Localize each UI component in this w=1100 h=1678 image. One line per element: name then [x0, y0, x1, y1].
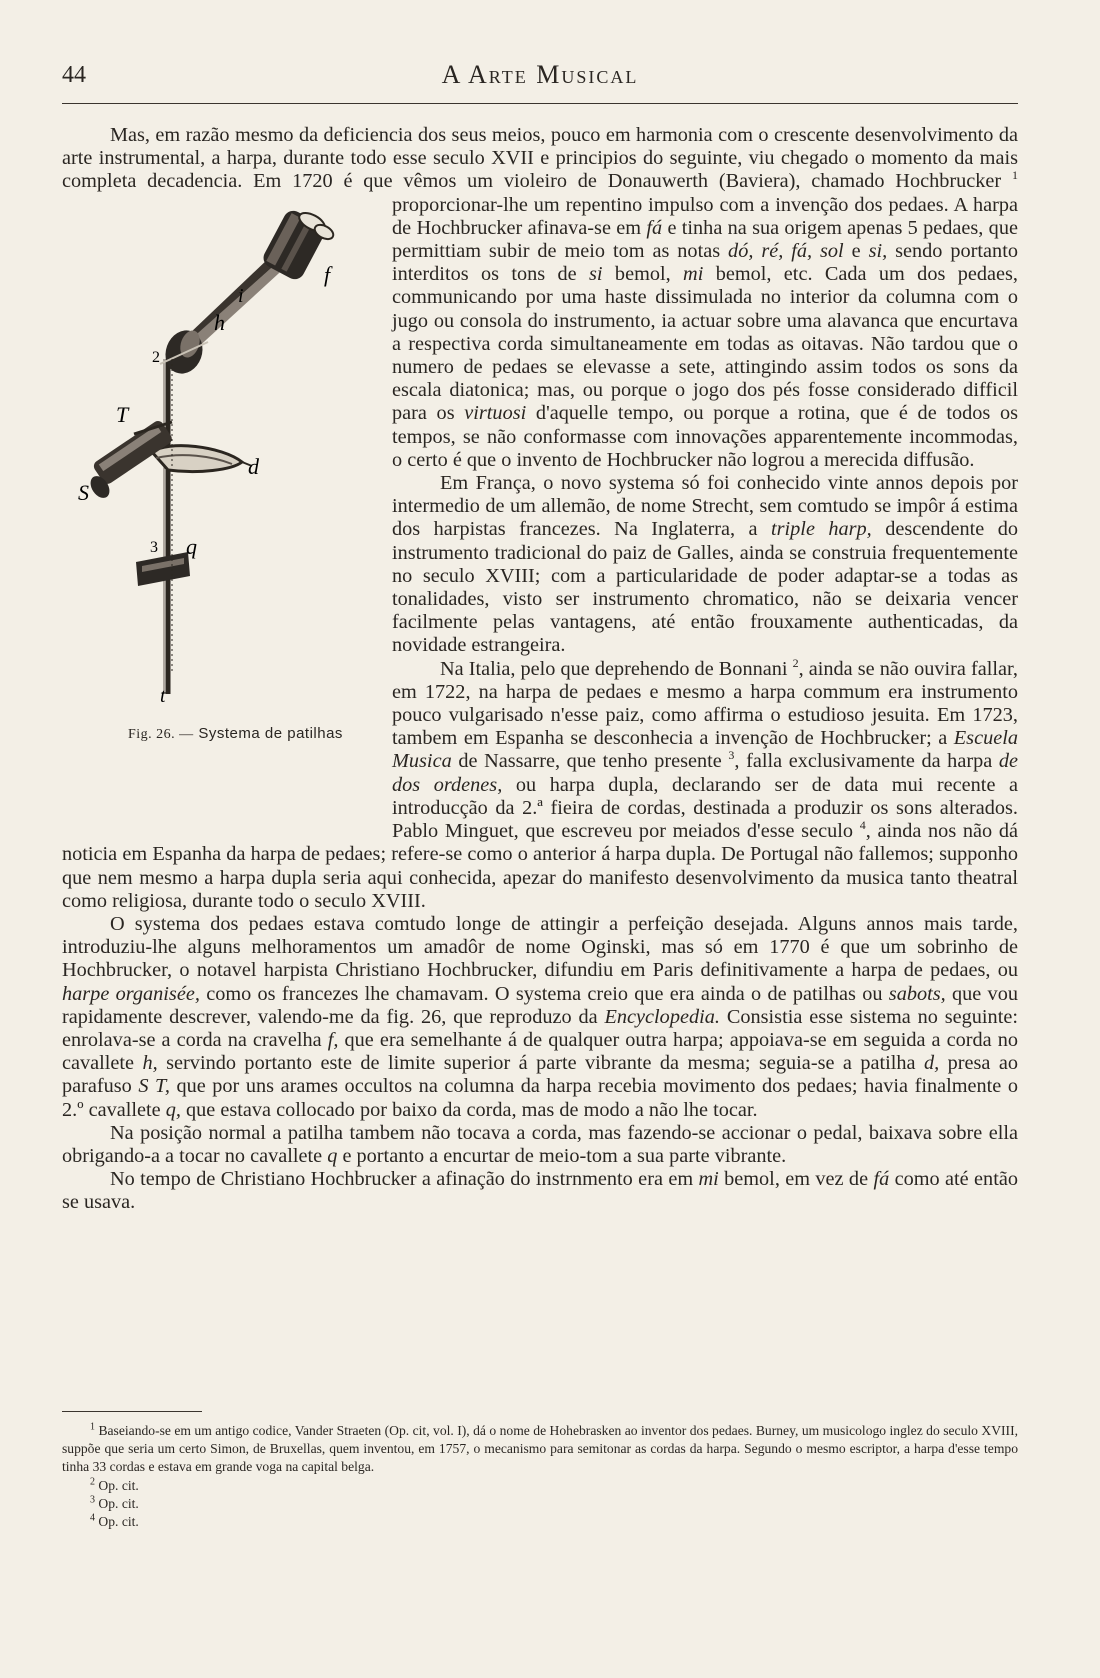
p4-text-e: que era semelhante á de qualquer outra harpa; appoiava-se em seguida a corda no cavallete [62, 1028, 1019, 1075]
p4-sabots: sabots, [888, 982, 946, 1005]
p5-text-a: Na posição normal a patilha tambem não tocava a corda, mas fazendo-se accionar o pedal, baixava sobre ella obrigando-a a tocar no cavallete [62, 1121, 1018, 1167]
label-3: 3 [150, 538, 158, 556]
figure-caption [80, 722, 343, 746]
p3-text-d: , falla exclusivamente da harpa [734, 750, 993, 773]
p4-text-i: que estava collocado por baixo da corda, mas de modo a não lhe tocar. [186, 1098, 758, 1121]
lower-bridge-q [136, 548, 190, 586]
p4-text-d: Consistia esse sistema no seguinte: enrolava-se a corda na cravelha [62, 1005, 1018, 1051]
footnote-ref-1: 1 [1012, 168, 1018, 183]
p4-text-g: presa ao parafuso [62, 1052, 1018, 1098]
label-T: T [116, 401, 129, 427]
footnote-ref-4: 4 [859, 818, 866, 833]
p1-fa: fá [646, 216, 663, 239]
p6-mi: mi [698, 1168, 719, 1191]
p4-text-c: que vou rapidamente descrever, valendo-me da fig. 26, que reproduzo da [62, 982, 1018, 1028]
p3-text-f: , ainda nos não dá noticia em Espanha da harpa de pedaes; refere-se como o anterior á harpa dupla. De Portugal não fallemos; supponho que nem mesmo a harpa dupla seria aqui conhecida, apezar do manifesto desenvolvimento da musica tanto theatral como religiosa, durante todo o seculo XVIII. [62, 820, 1018, 912]
label-h: h [214, 309, 225, 335]
p4-st: S T, [138, 1075, 170, 1098]
footnote-4: $^4$ Op. cit. [90, 1512, 139, 1530]
p6-text-a: No tempo de Christiano Hochbrucker a afinação do instrnmento era em [110, 1168, 694, 1191]
p4-encyclopedia: Encyclopedia. [604, 1005, 720, 1028]
p4-d: d, [923, 1052, 940, 1075]
page-number: 44 [62, 62, 86, 88]
p1-text-b: proporcionar-lhe um repentino impulso com a invenção dos pedaes. A harpa de Hochbrucker afinava-se em [392, 193, 1018, 239]
label-f: f [324, 261, 331, 287]
pedal-mechanism-illustration [72, 204, 362, 714]
label-i: i [238, 284, 244, 307]
footnotes [62, 1422, 1018, 1531]
p2-text-a: Em França, o novo systema só foi conhecido vinte annos depois por intermedio de um allemão, de nome Strecht, sem comtudo se impôr á estima dos harpistas francezes. Na Inglaterra, a [392, 472, 1018, 541]
paragraph-4 [62, 913, 1018, 1122]
p1-text-d: sendo portanto interditos os tons de [392, 240, 1018, 286]
p1-si2: si [589, 263, 603, 286]
p6-text-b: bemol, em vez de [724, 1168, 869, 1191]
p1-notes: dó, ré, fá, sol [728, 240, 844, 263]
p1-text-f: bemol, etc. Cada um dos pedaes, communicando por uma haste dissimulada no interior da columna com o jugo ou consola do instrumento, ia actuar sobre uma alavanca que encurtava a respectiva corda simultaneamente em todas as oitavas. Não tardou que o numero de pedaes se elevasse a sete, attingindo assim todos os sons da escala diatonica; mas, ou porque o jogo dos pés fosse considerado difficil para os [392, 263, 1018, 425]
p1-text-g: d'aquelle tempo, ou porque a rotina, que é de todos os tempos, se não conformasse com innovações apparentemente incommodas, o certo é que o invento de Hochbrucker não logrou a merecida diffusão. [392, 402, 1018, 471]
p3-text-b: , ainda se não ouvira fallar, em 1722, na harpa de pedaes e mesmo a harpa commum era instrumento pouco vulgarisado n'esse paiz, como affirma o estudioso jesuita. Em 1723, tambem em Espanha se desconhecia a invenção de Hochbrucker; a [392, 657, 1018, 750]
p1-text-c: e tinha na sua origem apenas 5 pedaes, que permittiam subir de meio tom as notas [392, 216, 1018, 263]
p3-text-a: Na Italia, pelo que deprehendo de Bonnani [440, 657, 788, 680]
p1-text-a: Mas, em razão mesmo da deficiencia dos seus meios, pouco em harmonia com o crescente desenvolvimento da arte instrumental, a harpa, durante todo esse seculo XVII e principios do seguinte, viu chegado o momento da mais completa decadencia. Em 1720 é que vêmos um violeiro de Donauwerth (Baviera), chamado Hochbrucker [62, 124, 1018, 193]
p5-text-b: e portanto a encurtar de meio-tom a sua parte vibrante. [342, 1144, 787, 1167]
body-text [62, 124, 1018, 1215]
p1-e2: bemol, [614, 263, 671, 286]
caption-prefix: Fig. 26. — [128, 726, 194, 742]
label-t: t [160, 684, 166, 707]
footnote-ref-3: 3 [728, 748, 735, 763]
p6-text-c: como até então se usava. [62, 1168, 1018, 1214]
footnote-ref-2: 2 [792, 655, 799, 670]
footnote-rule [62, 1411, 202, 1412]
p1-e1: e [851, 240, 861, 263]
label-d: d [248, 453, 259, 479]
p4-text-b: como os francezes lhe chamavam. O systema creio que era ainda o de patilhas ou [206, 982, 883, 1005]
caption-text: Systema de patilhas [198, 724, 343, 742]
p1-si1: si, [868, 240, 888, 263]
p5-q: q [327, 1144, 338, 1167]
running-title: A Arte Musical [441, 60, 639, 89]
footnote-1: $^1$ Baseiando-se em um antigo codice, Vander Straeten (Op. cit, vol. I), dá o nome de Hohebrasken ao inventor dos pedaes. Burney, um musicologo inglez do seculo XVIII, suppõe que seria um certo Simon, de Bruxellas, quem inventou, em 1757, o mecanismo para semitonar as cordas da harpa. Segundo o mesmo escriptor, a harpa d'esse tempo tinha 33 cordas e estava em grande voga na capital belga. [62, 1421, 1018, 1475]
p1-virtuosi: virtuosi [464, 402, 527, 425]
p4-f: f, [327, 1028, 339, 1051]
p2-text-b: descendente do instrumento tradicional do paiz de Galles, ainda se construia frequentemente no seculo XVIII; com a particularidade de poder adaptar-se a todas as tonalidades, visto ser instrumento chromatico, não se deixaria vencer facilmente pelas vantagens, até então frouxamente authenticadas, da novidade estrangeira. [392, 518, 1019, 657]
label-2: 2 [152, 348, 160, 366]
p4-text-f2: servindo portanto este de limite superior á parte vibrante da mesma; seguia-se a patilha [166, 1052, 916, 1075]
p3-text-e: ou harpa dupla, declarando ser de data mui recente a introducção da 2.ª fieira de cordas, destinada a produzir os sons alterados. Pablo Minguet, que escreveu por meiados d'esse seculo [392, 773, 1019, 843]
label-q: q [186, 533, 197, 559]
p1-mi1: mi [683, 263, 704, 286]
p4-harpe: harpe organisée, [62, 982, 200, 1005]
paragraph-6 [62, 1168, 1018, 1214]
p4-q: q, [165, 1098, 181, 1121]
label-S: S [78, 479, 89, 505]
header-rule [62, 103, 1018, 104]
footnote-3: $^3$ Op. cit. [90, 1494, 139, 1511]
p4-h: h, [142, 1052, 158, 1075]
p4-text-h2: que por uns arames occultos na columna da harpa recebia movimento dos pedaes; havia finalmente o 2.º cavallete [62, 1075, 1018, 1121]
p4-text-a: O systema dos pedaes estava comtudo longe de attingir a perfeição desejada. Alguns annos mais tarde, introduziu-lhe alguns melhoramentos um amadôr de nome Oginski, mas só em 1770 é que um sobrinho de Hochbrucker, o notavel harpista Christiano Hochbrucker, difundiu em Paris definitivamente a harpa de pedaes, ou [62, 912, 1018, 982]
footnote-2: $^2$ Op. cit. [90, 1476, 139, 1493]
p3-escuela: Escuela Musica [392, 727, 1018, 773]
figure [60, 194, 376, 834]
page-header [62, 56, 1018, 96]
paragraph-5 [62, 1122, 1018, 1168]
p3-text-c: de Nassarre, que tenho presente [458, 750, 722, 773]
p6-fa: fá [873, 1168, 890, 1191]
p3-ordenes: de dos ordenes, [392, 750, 1018, 796]
lever-d [152, 445, 252, 471]
p2-triple-harp: triple harp, [771, 518, 872, 541]
